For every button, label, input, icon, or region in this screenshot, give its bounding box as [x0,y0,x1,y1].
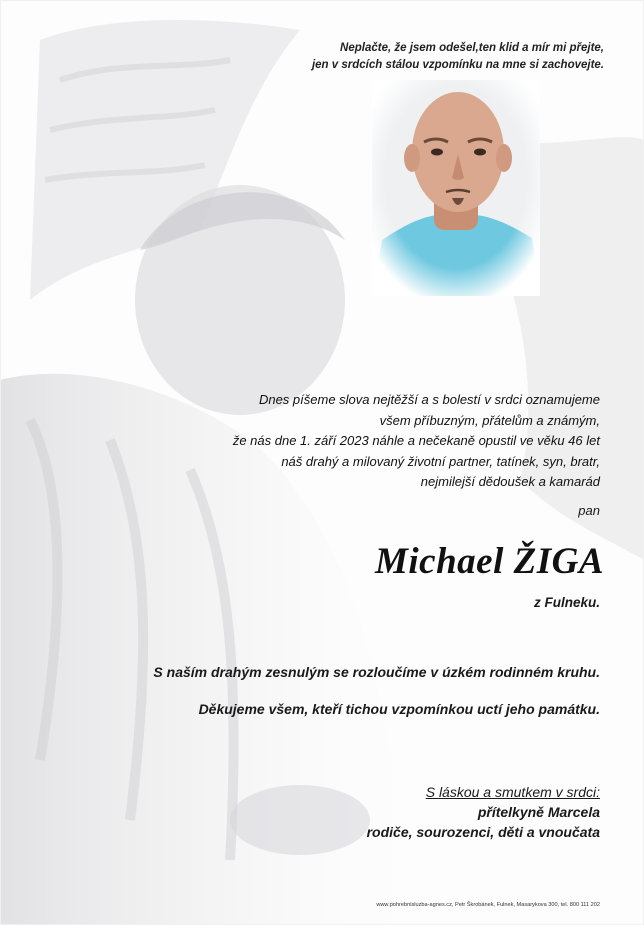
signoff-line: rodiče, sourozenci, děti a vnoučata [366,824,600,840]
announcement-line: Dnes píšeme slova nejtěžší a s bolestí v srdci oznamujeme [258,392,600,407]
announcement-text [180,390,600,493]
funeral-service-footer: www.pohrebnisluzba-agnes.cz, Petr Škrobánek, Fulnek, Masarykova 300, tel. 800 111 202 [376,902,600,908]
title-word: pan [578,503,600,518]
portrait-photo [372,80,540,296]
deceased-name: Michael ŽIGA [374,541,604,582]
motto-line-2: jen v srdcích stálou vzpomínku na mne si zachovejte. [311,59,604,71]
motto-verse [274,40,604,74]
farewell-notice: S naším drahým zesnulým se rozloučíme v úzkém rodinném kruhu. [153,664,600,680]
announcement-line: nejmilejší dědoušek a kamarád [420,474,600,489]
announcement-line: všem příbuzným, přátelům a známým, [379,412,600,428]
signoff-block [367,782,600,842]
signoff-line: přítelkyně Marcela [477,804,600,820]
signoff-heading: S láskou a smutkem v srdci: [425,784,600,800]
announcement-line: náš drahý a milovaný životní partner, tatínek, syn, bratr, [281,453,600,469]
announcement-line: že nás dne 1. září 2023 náhle a nečekaně opustil ve věku 46 let [232,433,600,448]
motto-line-1: Neplačte, že jsem odešel,ten klid a mír mi přejte, [340,42,604,54]
thanks-notice: Děkujeme všem, kteří tichou vzpomínkou uctí jeho památku. [198,701,600,717]
origin-town: z Fulneku. [533,595,600,610]
